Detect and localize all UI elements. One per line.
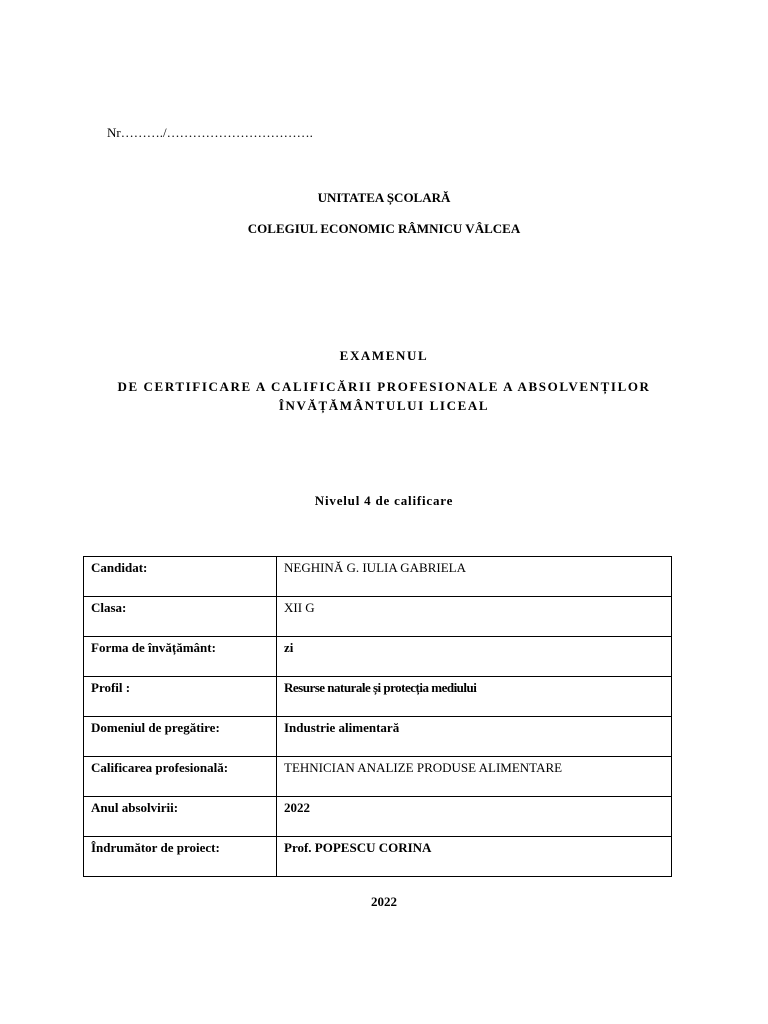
row-value-class: XII G <box>277 597 672 637</box>
table-row <box>84 717 672 757</box>
candidate-info-table <box>83 556 672 877</box>
table-row <box>84 677 672 717</box>
qualification-level: Nivelul 4 de calificare <box>314 493 454 508</box>
row-label-education-form: Forma de învățământ: <box>84 637 277 677</box>
footer-year: 2022 <box>371 894 397 909</box>
row-label-qualification: Calificarea profesională: <box>84 757 277 797</box>
exam-subtitle-line-2: ÎNVĂȚĂMÂNTULUI LICEAL <box>278 398 490 413</box>
exam-title: EXAMENUL <box>339 348 429 363</box>
document-number-line: Nr………./……………………………. <box>107 125 313 140</box>
row-label-graduation-year: Anul absolvirii: <box>84 797 277 837</box>
table-row <box>84 797 672 837</box>
row-label-profile: Profil : <box>84 677 277 717</box>
table-row <box>84 637 672 677</box>
row-value-profile: Resurse naturale și protecția mediului <box>277 677 672 717</box>
school-unit-label: UNITATEA ȘCOLARĂ <box>317 190 451 205</box>
row-label-training-domain: Domeniul de pregătire: <box>84 717 277 757</box>
table-row <box>84 837 672 877</box>
row-value-training-domain: Industrie alimentară <box>277 717 672 757</box>
row-value-qualification: TEHNICIAN ANALIZE PRODUSE ALIMENTARE <box>277 757 672 797</box>
row-value-graduation-year: 2022 <box>277 797 672 837</box>
row-label-candidate: Candidat: <box>84 557 277 597</box>
table-row <box>84 757 672 797</box>
row-value-education-form: zi <box>277 637 672 677</box>
row-label-class: Clasa: <box>84 597 277 637</box>
table-row <box>84 557 672 597</box>
row-value-project-coordinator: Prof. POPESCU CORINA <box>277 837 672 877</box>
exam-subtitle-line-1: DE CERTIFICARE A CALIFICĂRII PROFESIONALE A ABSOLVENȚILOR <box>117 379 651 394</box>
row-value-candidate: NEGHINĂ G. IULIA GABRIELA <box>277 557 672 597</box>
row-label-project-coordinator: Îndrumător de proiect: <box>84 837 277 877</box>
school-name: COLEGIUL ECONOMIC RÂMNICU VÂLCEA <box>247 221 521 236</box>
table-row <box>84 597 672 637</box>
